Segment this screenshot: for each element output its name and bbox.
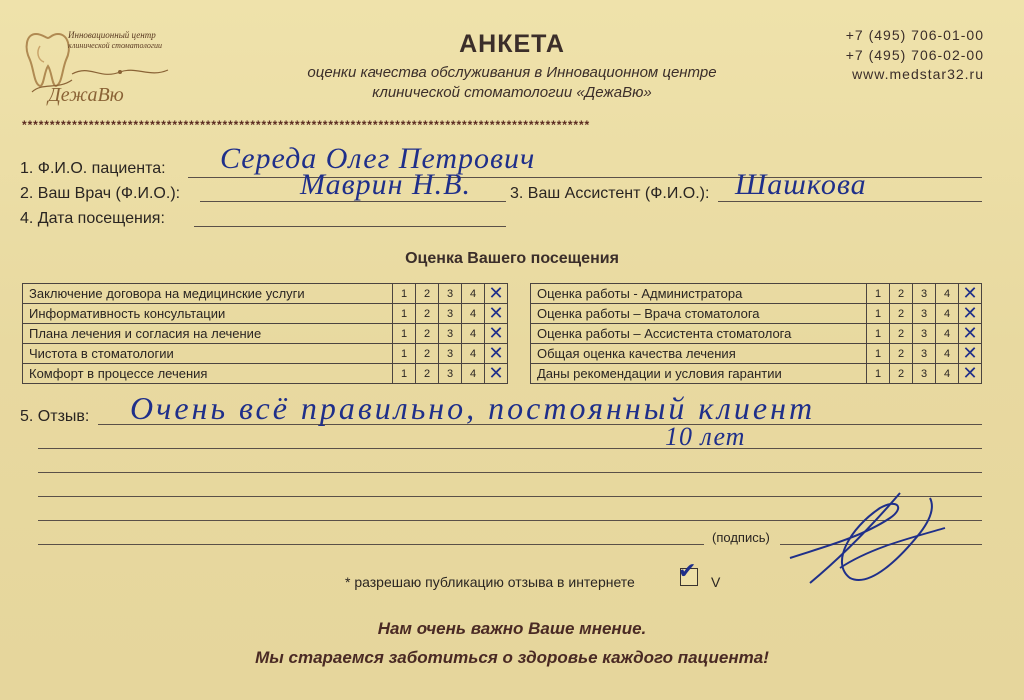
score-cell-3[interactable]: 3 xyxy=(913,324,936,344)
review-text-2[interactable]: 10 лет xyxy=(665,422,746,451)
signature-label: (подпись) xyxy=(712,530,770,545)
score-cell-1[interactable]: 1 xyxy=(867,344,890,364)
score-cell-4[interactable]: 4 xyxy=(462,284,485,304)
footer-line-2: Мы стараемся заботиться о здоровье каждого пациента! xyxy=(255,648,769,667)
score-cell-2[interactable]: 2 xyxy=(890,324,913,344)
cross-mark-icon: ✕ xyxy=(488,343,504,363)
review-line-3 xyxy=(38,472,982,473)
score-cell-3[interactable]: 3 xyxy=(913,284,936,304)
website: www.medstar32.ru xyxy=(852,66,984,82)
score-cell-4[interactable]: 4 xyxy=(462,344,485,364)
doctor-label: 2. Ваш Врач (Ф.И.О.): xyxy=(20,185,181,202)
score-cell-5[interactable] xyxy=(485,304,508,324)
score-cell-4[interactable]: 4 xyxy=(462,364,485,384)
cross-mark-icon: ✕ xyxy=(488,363,504,383)
rating-table-right xyxy=(530,283,982,384)
rating-criterion: Комфорт в процессе лечения xyxy=(23,364,393,384)
rating-row xyxy=(531,344,982,364)
patient-value[interactable]: Середа Олег Петрович xyxy=(220,142,536,175)
logo-line1: Инновационный центр xyxy=(68,30,156,40)
score-cell-2[interactable]: 2 xyxy=(416,284,439,304)
logo-line2: клинической стоматологии xyxy=(68,41,163,50)
checkmark-icon: ✔ xyxy=(678,559,697,584)
rating-criterion: Заключение договора на медицинские услуги xyxy=(23,284,393,304)
score-cell-2[interactable]: 2 xyxy=(890,304,913,324)
score-cell-2[interactable]: 2 xyxy=(890,284,913,304)
score-cell-3[interactable]: 3 xyxy=(913,304,936,324)
score-cell-5[interactable] xyxy=(959,364,982,384)
score-cell-5[interactable] xyxy=(959,284,982,304)
publication-suffix: V xyxy=(711,574,721,590)
score-cell-3[interactable]: 3 xyxy=(439,284,462,304)
rating-row xyxy=(531,324,982,344)
score-cell-4[interactable]: 4 xyxy=(936,344,959,364)
rating-row xyxy=(23,304,508,324)
score-cell-1[interactable]: 1 xyxy=(393,284,416,304)
assistant-value[interactable]: Шашкова xyxy=(735,168,867,201)
review-line-2 xyxy=(38,448,982,449)
form-title: АНКЕТА xyxy=(459,30,565,58)
score-cell-2[interactable]: 2 xyxy=(890,364,913,384)
score-cell-5[interactable] xyxy=(959,324,982,344)
star-separator: ****************************************************************************************************** xyxy=(22,118,591,132)
assistant-label: 3. Ваш Ассистент (Ф.И.О.): xyxy=(510,185,710,202)
score-cell-4[interactable]: 4 xyxy=(462,324,485,344)
score-cell-5[interactable] xyxy=(485,344,508,364)
rating-row xyxy=(23,344,508,364)
score-cell-3[interactable]: 3 xyxy=(439,304,462,324)
rating-table-left xyxy=(22,283,508,384)
rating-criterion: Оценка работы - Администратора xyxy=(531,284,867,304)
score-cell-1[interactable]: 1 xyxy=(867,364,890,384)
score-cell-3[interactable]: 3 xyxy=(439,344,462,364)
phone-2: +7 (495) 706-02-00 xyxy=(845,47,984,63)
publication-consent-text: * разрешаю публикацию отзыва в интернете xyxy=(345,574,635,590)
score-cell-2[interactable]: 2 xyxy=(416,364,439,384)
score-cell-5[interactable] xyxy=(485,364,508,384)
rating-criterion: Чистота в стоматологии xyxy=(23,344,393,364)
date-underline xyxy=(194,226,506,227)
score-cell-4[interactable]: 4 xyxy=(936,364,959,384)
rating-title: Оценка Вашего посещения xyxy=(405,250,619,267)
score-cell-3[interactable]: 3 xyxy=(913,344,936,364)
score-cell-5[interactable] xyxy=(959,304,982,324)
rating-criterion: Оценка работы – Ассистента стоматолога xyxy=(531,324,867,344)
cross-mark-icon: ✕ xyxy=(488,323,504,343)
cross-mark-icon: ✕ xyxy=(962,343,978,363)
cross-mark-icon: ✕ xyxy=(962,283,978,303)
score-cell-1[interactable]: 1 xyxy=(867,324,890,344)
cross-mark-icon: ✕ xyxy=(488,303,504,323)
rating-criterion: Информативность консультации xyxy=(23,304,393,324)
score-cell-2[interactable]: 2 xyxy=(890,344,913,364)
score-cell-1[interactable]: 1 xyxy=(393,324,416,344)
score-cell-1[interactable]: 1 xyxy=(867,304,890,324)
form-subtitle-2: клинической стоматологии «ДежаВю» xyxy=(372,84,652,101)
score-cell-3[interactable]: 3 xyxy=(913,364,936,384)
review-text-1[interactable]: Очень всё правильно, постоянный клиент xyxy=(130,390,816,426)
rating-criterion: Даны рекомендации и условия гарантии xyxy=(531,364,867,384)
score-cell-2[interactable]: 2 xyxy=(416,344,439,364)
form-subtitle-1: оценки качества обслуживания в Инновационном центре xyxy=(307,64,717,81)
score-cell-5[interactable] xyxy=(485,284,508,304)
phone-1: +7 (495) 706-01-00 xyxy=(845,27,984,43)
score-cell-1[interactable]: 1 xyxy=(393,364,416,384)
review-label: 5. Отзыв: xyxy=(20,408,90,425)
rating-row xyxy=(23,324,508,344)
footer-line-1: Нам очень важно Ваше мнение. xyxy=(377,619,647,638)
score-cell-3[interactable]: 3 xyxy=(439,324,462,344)
signature-mark xyxy=(780,488,950,588)
doctor-value[interactable]: Маврин Н.В. xyxy=(300,168,471,201)
date-label: 4. Дата посещения: xyxy=(20,210,165,227)
score-cell-1[interactable]: 1 xyxy=(393,304,416,324)
score-cell-5[interactable] xyxy=(959,344,982,364)
score-cell-5[interactable] xyxy=(485,324,508,344)
rating-row xyxy=(531,284,982,304)
rating-row xyxy=(531,364,982,384)
rating-criterion: Плана лечения и согласия на лечение xyxy=(23,324,393,344)
score-cell-2[interactable]: 2 xyxy=(416,304,439,324)
rating-criterion: Оценка работы – Врача стоматолога xyxy=(531,304,867,324)
review-line-6 xyxy=(38,544,704,545)
cross-mark-icon: ✕ xyxy=(962,303,978,323)
score-cell-2[interactable]: 2 xyxy=(416,324,439,344)
logo-name: ДежаВю xyxy=(48,84,124,106)
score-cell-4[interactable]: 4 xyxy=(936,304,959,324)
score-cell-1[interactable]: 1 xyxy=(393,344,416,364)
score-cell-4[interactable]: 4 xyxy=(936,284,959,304)
cross-mark-icon: ✕ xyxy=(488,283,504,303)
cross-mark-icon: ✕ xyxy=(962,363,978,383)
rating-row xyxy=(531,304,982,324)
rating-criterion: Общая оценка качества лечения xyxy=(531,344,867,364)
score-cell-1[interactable]: 1 xyxy=(867,284,890,304)
score-cell-4[interactable]: 4 xyxy=(462,304,485,324)
score-cell-3[interactable]: 3 xyxy=(439,364,462,384)
cross-mark-icon: ✕ xyxy=(962,323,978,343)
rating-row xyxy=(23,284,508,304)
rating-row xyxy=(23,364,508,384)
patient-label: 1. Ф.И.О. пациента: xyxy=(20,160,166,177)
score-cell-4[interactable]: 4 xyxy=(936,324,959,344)
